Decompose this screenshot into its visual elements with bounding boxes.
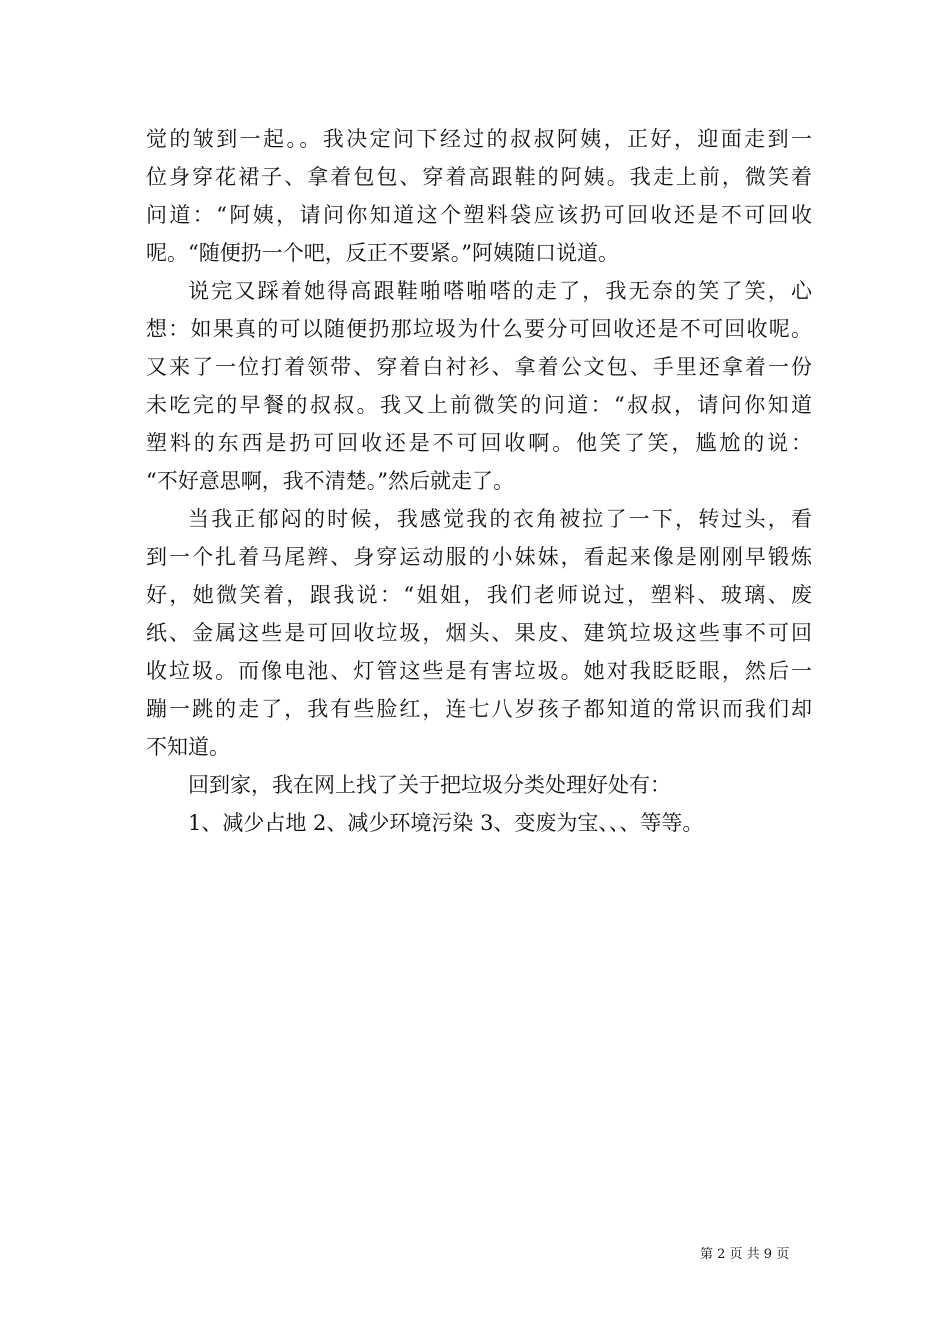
text-line: 呢。“随便扔一个吧，反正不要紧。”阿姨随口说道。 [146,241,619,265]
body-text [146,120,812,842]
text-line: 塑料的东西是扔可回收还是不可回收啊。他笑了笑，尴尬的说： [146,431,812,455]
text-line: 位身穿花裙子、拿着包包、穿着高跟鞋的阿姨。我走上前，微笑着 [146,165,812,189]
text-line: 好，她微笑着，跟我说：“姐姐，我们老师说过，塑料、玻璃、废 [146,583,812,607]
text-line: 1、减少占地 2、减少环境污染 3、变废为宝、、、等等。 [188,811,704,835]
text-line: 问道：“阿姨，请问你知道这个塑料袋应该扔可回收还是不可回收 [146,203,812,227]
page-number-footer: 第 2 页 共 9 页 [700,1247,790,1262]
text-line: 未吃完的早餐的叔叔。我又上前微笑的问道：“叔叔，请问你知道 [146,393,812,417]
text-line: “不好意思啊，我不清楚。”然后就走了。 [146,469,514,493]
text-line: 收垃圾。而像电池、灯管这些是有害垃圾。她对我眨眨眼，然后一 [146,659,812,683]
text-line: 觉的皱到一起。。我决定问下经过的叔叔阿姨，正好，迎面走到一 [146,127,812,151]
text-line: 到一个扎着马尾辫、身穿运动服的小妹妹，看起来像是刚刚早锻炼 [146,545,812,569]
text-line: 纸、金属这些是可回收垃圾，烟头、果皮、建筑垃圾这些事不可回 [146,621,812,645]
text-line: 回到家，我在网上找了关于把垃圾分类处理好处有： [188,773,671,797]
text-line: 不知道。 [146,735,230,759]
text-line: 蹦一跳的走了，我有些脸红，连七八岁孩子都知道的常识而我们却 [146,697,812,721]
text-line: 说完又踩着她得高跟鞋啪嗒啪嗒的走了，我无奈的笑了笑，心 [188,279,812,303]
text-line: 又来了一位打着领带、穿着白衬衫、拿着公文包、手里还拿着一份 [146,355,812,379]
text-line: 想：如果真的可以随便扔那垃圾为什么要分可回收还是不可回收呢。 [146,317,812,341]
text-line: 当我正郁闷的时候，我感觉我的衣角被拉了一下，转过头，看 [188,507,812,531]
